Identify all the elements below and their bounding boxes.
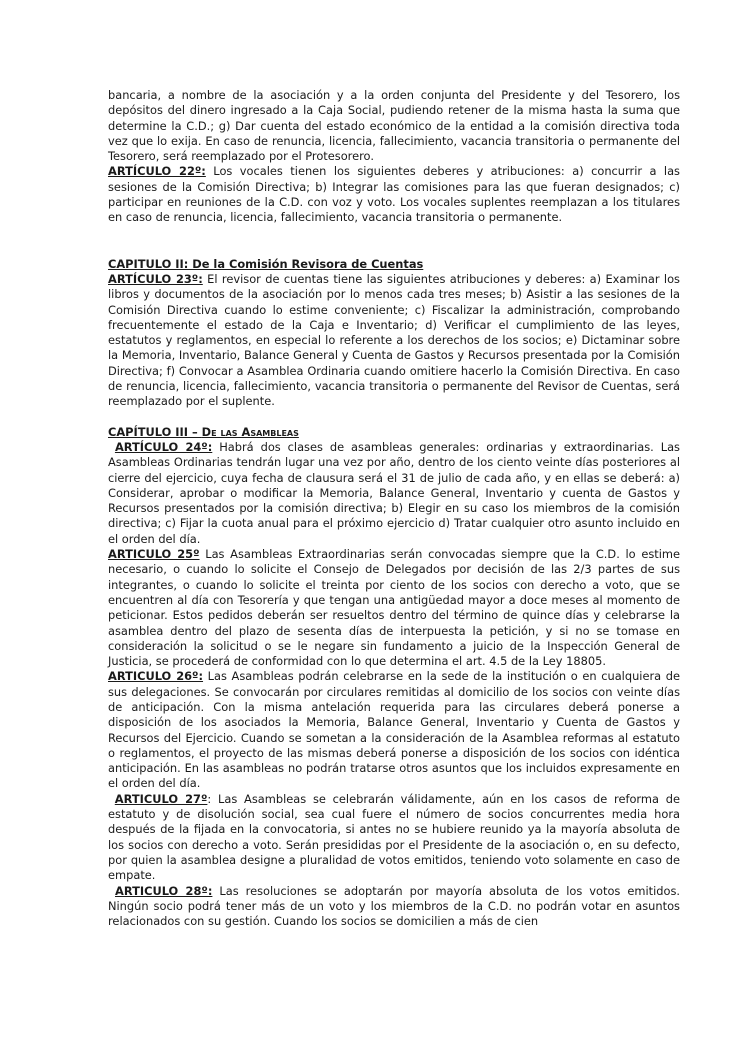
chapter-3-name: De las Asambleas	[201, 424, 299, 439]
article-24-label: ARTÍCULO 24º:	[114, 439, 213, 454]
article-25	[108, 547, 680, 669]
chapter-2-title: CAPITULO II: De la Comisión Revisora de Cuentas	[108, 256, 424, 271]
article-22-label: ARTÍCULO 22º:	[108, 164, 206, 179]
article-25-label: ARTICULO 25º	[108, 547, 200, 562]
article-24	[108, 440, 680, 547]
article-27-text: : Las Asambleas se celebrarán válidamente, aún en los casos de reforma de estatuto y de disolución social, sea cual fuere el número de socios concurrentes media hora después de la fijada en la convocatoria, si antes no se hubiere reunido ya la mayoría absoluta de los socios con derecho a voto. Serán presididas por el Presidente de la asociación o, en su defecto, por quien la asamblea designe a pluralidad de votos emitidos, teniendo voto solamente en caso de empate.	[108, 791, 680, 883]
chapter-3-prefix: CAPÍTULO III –	[108, 424, 202, 439]
section-spacer	[108, 410, 680, 425]
document-page	[108, 88, 680, 929]
article-28-label: ARTICULO 28º:	[115, 883, 213, 898]
article-27-label: ARTICULO 27º	[114, 791, 208, 806]
article-25-text: Las Asambleas Extraordinarias serán convocadas siempre que la C.D. lo estime necesario, o cuando lo solicite el Consejo de Delegados por decisión de las 2/3 partes de sus integrantes, o cuando lo solicite el treinta por ciento de los socios con derecho a voto, que se encuentren al día con Tesorería y que tengan una antigüedad mayor a doce meses al momento de peticionar. Estos pedidos deberán ser resueltos dentro del término de quince días y celebrarse la asamblea dentro del plazo de sesenta días de interpuesta la petición, y si no se tomase en consideración la solicitud o se le negare sin fundamento a juicio de la Inspección General de Justicia, se procederá de conformidad con lo que determina el art. 4.5 de la Ley 18805.	[108, 547, 681, 669]
intro-text: bancaria, a nombre de la asociación y a la orden conjunta del Presidente y del Tesorero, los depósitos del dinero ingresado a la Caja Social, pudiendo retener de la misma hasta la suma que determine la C.D.; g) Dar cuenta del estado económico de la entidad a la comisión directiva toda vez que lo exija. En caso de renuncia, licencia, fallecimiento, vacancia transitoria o permanente del Tesorero, será reemplazado por el Protesorero.	[108, 88, 680, 164]
article-23-text: El revisor de cuentas tiene las siguientes atribuciones y deberes: a) Examinar los libros y documentos de la asociación por lo menos cada tres meses; b) Asistir a las sesiones de la Comisión Directiva cuando lo estime conveniente; c) Fiscalizar la administración, comprobando frecuentemente el estado de la Caja e Inventario; d) Verificar el cumplimiento de las leyes, estatutos y reglamentos, en especial lo referente a los derechos de los socios; e) Dictaminar sobre la Memoria, Inventario, Balance General y Cuenta de Gastos y Recursos presentada por la Comisión Directiva; f) Convocar a Asamblea Ordinaria cuando omitiere hacerlo la Comisión Directiva. En caso de renuncia, licencia, fallecimiento, vacancia transitoria o permanente del Revisor de Cuentas, será reemplazado por el suplente.	[108, 271, 680, 409]
article-28-text: Las resoluciones se adoptarán por mayoría absoluta de los votos emitidos. Ningún socio podrá tener más de un voto y los miembros de la C.D. no podrán votar en asuntos relacionados con su gestión. Cuando los socios se domicilien a más de cien	[108, 883, 681, 929]
chapter-3-title	[108, 425, 680, 440]
intro-paragraph	[108, 88, 680, 164]
section-spacer	[108, 226, 680, 257]
article-22	[108, 164, 680, 225]
article-22-text: Los vocales tienen los siguientes deberes y atribuciones: a) concurrir a las sesiones de la Comisión Directiva; b) Integrar las comisiones para las que fueran designados; c) participar en reuniones de la C.D. con voz y voto. Los vocales suplentes reemplazan a los titulares en caso de renuncia, licencia, fallecimiento, vacancia transitoria o permanente.	[108, 164, 680, 225]
article-23-label: ARTÍCULO 23º:	[108, 271, 203, 286]
article-23	[108, 272, 680, 410]
article-28	[108, 884, 680, 930]
article-27	[108, 792, 680, 884]
article-26-label: ARTICULO 26º:	[108, 669, 204, 684]
article-24-text: Habrá dos clases de asambleas generales: ordinarias y extraordinarias. Las Asambleas Ordinarias tendrán lugar una vez por año, dentro de los ciento veinte días posteriores al cierre del ejercicio, cuya fecha de clausura será el 31 de julio de cada año, y en ellas se deberá: a) Considerar, aprobar o modificar la Memoria, Balance General, Inventario y cuenta de Gastos y Recursos presentados por la comisión directiva; b) Elegir en su caso los miembros de la comisión directiva; c) Fijar la cuota anual para el próximo ejercicio d) Tratar cualquier otro asunto incluido en el orden del día.	[108, 439, 680, 546]
article-26-text: Las Asambleas podrán celebrarse en la sede de la institución o en cualquiera de sus delegaciones. Se convocarán por circulares remitidas al domicilio de los socios con veinte días de anticipación. Con la misma antelación requerida para las circulares deberá ponerse a disposición de los asociados la Memoria, Balance General, Inventario y Cuenta de Gastos y Recursos del Ejercicio. Cuando se sometan a la consideración de la Asamblea reformas al estatuto o reglamentos, el proyecto de las mismas deberá ponerse a disposición de los socios con idéntica anticipación. En las asambleas no podrán tratarse otros asuntos que los incluidos expresamente en el orden del día.	[108, 669, 680, 791]
article-26	[108, 669, 680, 791]
